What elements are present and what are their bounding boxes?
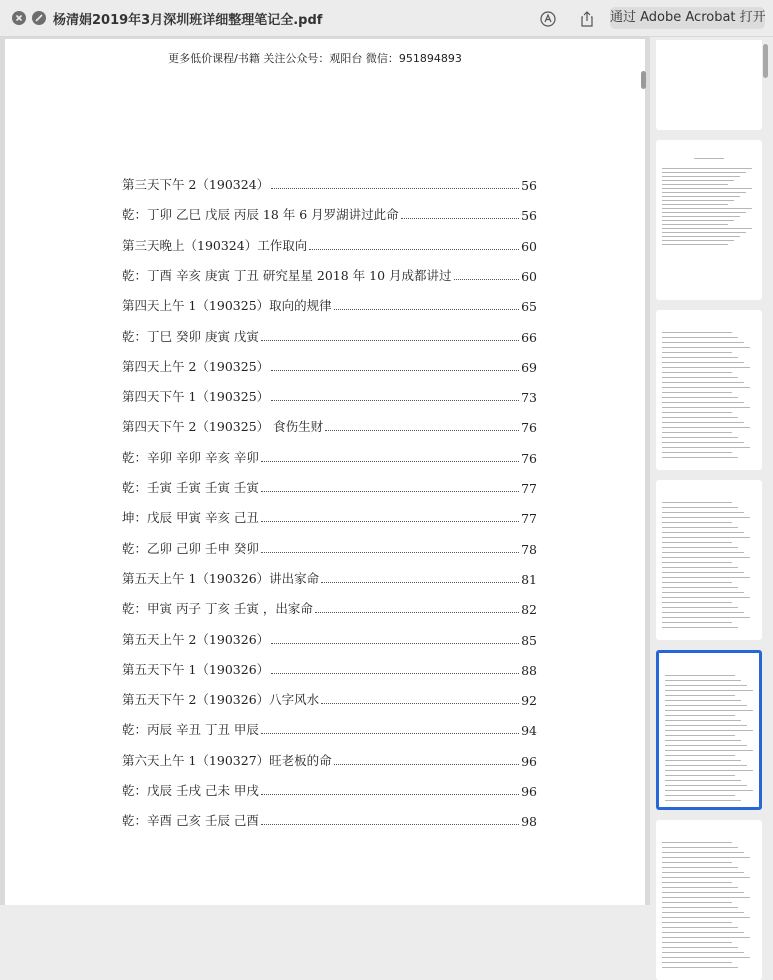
thumbnail-text-line bbox=[662, 196, 740, 197]
thumbnail-text-line bbox=[665, 800, 741, 801]
thumbnail-text-line bbox=[662, 244, 728, 245]
thumbnail-text-line bbox=[665, 795, 735, 796]
toc-entry-title: 乾：辛卯 辛卯 辛亥 辛卯 bbox=[122, 449, 259, 465]
toc-entry-page-number: 60 bbox=[521, 238, 537, 254]
toc-entry-page-number: 98 bbox=[521, 814, 537, 830]
thumbnail-text-line bbox=[662, 402, 744, 403]
thumbnail-text-line bbox=[665, 790, 753, 791]
thumbnail-text-line bbox=[662, 232, 746, 233]
thumbnail-text-line bbox=[662, 912, 744, 913]
thumbnail-text-line bbox=[665, 740, 741, 741]
thumbnail-text-line bbox=[662, 240, 734, 241]
toc-entry-title: 第四天下午 1（190325） bbox=[122, 389, 270, 405]
toc-entry-page-number: 96 bbox=[521, 753, 537, 769]
toc-entry-page-number: 66 bbox=[521, 329, 537, 345]
thumbnail-text-line bbox=[662, 502, 732, 503]
thumbnail-text-line bbox=[662, 852, 744, 853]
page-thumbnail[interactable] bbox=[656, 820, 762, 980]
toc-entry-title: 乾：丁巳 癸卯 庚寅 戊寅 bbox=[122, 328, 259, 344]
toc-entry[interactable] bbox=[122, 688, 537, 708]
thumbnail-text-line bbox=[662, 587, 738, 588]
toc-entry-page-number: 76 bbox=[521, 420, 537, 436]
toc-entry-title: 乾：甲寅 丙子 丁亥 壬寅 ，出家命 bbox=[122, 601, 313, 617]
thumbnail-text-line bbox=[665, 710, 753, 711]
thumbnail-text-line bbox=[662, 562, 732, 563]
toc-entry[interactable] bbox=[122, 718, 537, 738]
thumbnail-text-line bbox=[662, 392, 732, 393]
thumbnail-text-line bbox=[662, 347, 750, 348]
toc-entry-page-number: 65 bbox=[521, 299, 537, 315]
toc-leader-dots bbox=[261, 521, 519, 522]
toc-entry-page-number: 92 bbox=[521, 693, 537, 709]
thumbnail-text-line bbox=[665, 780, 741, 781]
thumbnail-text-line bbox=[662, 367, 750, 368]
toc-leader-dots bbox=[261, 491, 519, 492]
toc-leader-dots bbox=[261, 794, 519, 795]
thumbnail-text-line bbox=[665, 785, 747, 786]
toc-leader-dots bbox=[261, 461, 519, 462]
thumbnail-text-line bbox=[662, 892, 744, 893]
thumbnail-text-line bbox=[662, 176, 740, 177]
thumbnail-text-line bbox=[662, 857, 750, 858]
toc-leader-dots bbox=[315, 612, 519, 613]
minimize-icon[interactable] bbox=[32, 11, 46, 25]
thumbnail-text-line bbox=[662, 522, 732, 523]
thumbnail-text-line bbox=[665, 775, 735, 776]
toc-entry-title: 第四天上午 1（190325）取向的规律 bbox=[122, 298, 332, 314]
thumbnail-text-line bbox=[662, 542, 732, 543]
toc-entry-page-number: 85 bbox=[521, 632, 537, 648]
thumbnail-text-line bbox=[662, 387, 750, 388]
thumbnail-text-line bbox=[662, 412, 732, 413]
thumbnail-text-line bbox=[662, 942, 732, 943]
thumbnail-text-line bbox=[662, 527, 738, 528]
thumbnail-text-line bbox=[662, 917, 750, 918]
toc-entry[interactable] bbox=[122, 779, 537, 799]
share-icon[interactable] bbox=[577, 9, 597, 29]
toc-entry-title: 乾：乙卯 己卯 壬申 癸卯 bbox=[122, 540, 259, 556]
thumbnail-text-line bbox=[662, 532, 744, 533]
thumbnail-text-line bbox=[662, 947, 738, 948]
page-thumbnail[interactable] bbox=[656, 140, 762, 300]
thumbnail-text-line bbox=[662, 557, 750, 558]
toc-leader-dots bbox=[261, 340, 519, 341]
thumbnail-text-line bbox=[665, 730, 753, 731]
toc-leader-dots bbox=[271, 673, 519, 674]
toc-leader-dots bbox=[261, 824, 519, 825]
toc-entry-title: 第六天上午 1（190327）旺老板的命 bbox=[122, 752, 332, 768]
thumbnail-text-line bbox=[662, 332, 732, 333]
thumbnail-text-line bbox=[665, 725, 747, 726]
thumbnail-text-line bbox=[665, 770, 753, 771]
thumbnail-text-line bbox=[662, 567, 738, 568]
toc-entry[interactable] bbox=[122, 385, 537, 405]
toc-entry[interactable] bbox=[122, 809, 537, 829]
thumbnail-text-line bbox=[662, 417, 738, 418]
thumbnail-text-line bbox=[662, 582, 732, 583]
toc-entry[interactable] bbox=[122, 537, 537, 557]
toc-leader-dots bbox=[271, 400, 519, 401]
thumbnail-text-line bbox=[665, 755, 735, 756]
thumbnail-text-line bbox=[662, 872, 744, 873]
thumbnail-text-line bbox=[662, 192, 746, 193]
thumbnail-text-line bbox=[662, 937, 750, 938]
toc-entry-page-number: 88 bbox=[521, 662, 537, 678]
page-thumbnail[interactable] bbox=[656, 480, 762, 640]
toc-entry-page-number: 56 bbox=[521, 178, 537, 193]
toc-entry-page-number: 77 bbox=[521, 481, 537, 496]
sidebar-scrollbar[interactable] bbox=[763, 44, 768, 78]
thumbnail-text-line bbox=[662, 216, 740, 217]
toc-entry-page-number: 96 bbox=[521, 784, 537, 799]
thumbnail-text-line bbox=[662, 957, 750, 958]
toc-leader-dots bbox=[334, 309, 519, 310]
thumbnail-text-line bbox=[662, 552, 744, 553]
toc-entry-page-number: 73 bbox=[521, 390, 537, 406]
toc-entry-page-number: 69 bbox=[521, 359, 537, 375]
thumbnail-text-line bbox=[662, 362, 744, 363]
thumbnail-text-line bbox=[662, 172, 746, 173]
thumbnail-text-line bbox=[662, 952, 744, 953]
thumbnail-text-line bbox=[662, 572, 744, 573]
thumbnail-text-line bbox=[662, 224, 728, 225]
toc-entry[interactable] bbox=[122, 749, 537, 769]
thumbnail-text-line bbox=[662, 847, 738, 848]
toc-entry-title: 第五天上午 1（190326）讲出家命 bbox=[122, 570, 320, 586]
toc-leader-dots bbox=[261, 733, 519, 734]
thumbnail-text-line bbox=[662, 352, 732, 353]
toc-entry[interactable] bbox=[122, 234, 537, 254]
toc-entry-title: 第三天晚上（190324）工作取向 bbox=[122, 237, 308, 253]
thumbnail-text-line bbox=[665, 680, 741, 681]
thumbnail-text-line bbox=[662, 887, 738, 888]
thumbnail-text-line bbox=[665, 720, 741, 721]
thumbnail-text-line bbox=[662, 397, 738, 398]
toc-entry-page-number: 94 bbox=[521, 723, 537, 739]
toc-entry-title: 第五天下午 1（190326） bbox=[122, 661, 270, 677]
thumbnail-text-line bbox=[665, 690, 753, 691]
thumbnail-text-line bbox=[662, 457, 738, 458]
toc-entry-page-number: 76 bbox=[521, 450, 537, 466]
thumbnail-text-line bbox=[662, 422, 744, 423]
thumbnail-text-line bbox=[662, 437, 738, 438]
toc-entry-title: 乾：壬寅 壬寅 壬寅 壬寅 bbox=[122, 480, 259, 495]
thumbnail-text-line bbox=[662, 427, 750, 428]
thumbnail-text-line bbox=[662, 602, 732, 603]
toc-entry[interactable] bbox=[122, 658, 537, 678]
toc-entry-title: 第三天下午 2（190324） bbox=[122, 177, 270, 192]
thumbnail-text-line bbox=[662, 188, 752, 189]
toc-entry[interactable] bbox=[122, 264, 537, 284]
thumbnail-text-line bbox=[662, 342, 744, 343]
toc-leader-dots bbox=[321, 703, 519, 704]
toc-leader-dots bbox=[454, 279, 520, 280]
thumbnail-text-line bbox=[662, 377, 738, 378]
toc-entry-title: 乾：辛酉 己亥 壬辰 己酉 bbox=[122, 813, 259, 829]
thumbnail-text-line bbox=[662, 867, 738, 868]
thumbnail-text-line bbox=[662, 447, 750, 448]
thumbnail-text-line bbox=[665, 695, 735, 696]
toc-entry-title: 第五天下午 2（190326）八字风水 bbox=[122, 692, 320, 708]
title-bar bbox=[0, 0, 773, 37]
toc-entry-title: 乾：丙辰 辛丑 丁丑 甲辰 bbox=[122, 722, 259, 738]
thumbnail-text-line bbox=[662, 517, 750, 518]
thumbnail-text-line bbox=[662, 922, 732, 923]
markup-icon[interactable] bbox=[538, 9, 558, 29]
thumbnail-text-line bbox=[662, 932, 744, 933]
toc-entry[interactable] bbox=[122, 567, 537, 587]
window-title: 杨清娟2019年3月深圳班详细整理笔记全.pdf bbox=[53, 13, 323, 28]
toc-entry[interactable] bbox=[122, 173, 537, 193]
toc-entry[interactable] bbox=[122, 506, 537, 526]
thumbnail-text-line bbox=[662, 208, 752, 209]
toc-entry-title: 坤：戊辰 甲寅 辛亥 己丑 bbox=[122, 510, 259, 526]
pdf-page bbox=[5, 39, 645, 905]
thumbnail-text-line bbox=[662, 204, 728, 205]
thumbnail-text-line bbox=[662, 902, 732, 903]
thumbnail-text-line bbox=[662, 407, 750, 408]
toc-entry[interactable] bbox=[122, 628, 537, 648]
thumbnail-text-line bbox=[662, 337, 738, 338]
toc-entry-page-number: 82 bbox=[521, 602, 537, 618]
thumbnail-text-line bbox=[662, 967, 738, 968]
toc-entry-page-number: 60 bbox=[521, 268, 537, 284]
pdf-viewer[interactable] bbox=[0, 37, 650, 905]
toc-entry-title: 乾：戊辰 壬戌 己未 甲戌 bbox=[122, 783, 259, 798]
page-thumbnail[interactable] bbox=[656, 310, 762, 470]
toc-entry-page-number: 77 bbox=[521, 511, 537, 527]
toc-leader-dots bbox=[321, 582, 519, 583]
toc-entry-page-number: 56 bbox=[521, 208, 537, 224]
thumbnail-text-line bbox=[665, 750, 753, 751]
toc-leader-dots bbox=[401, 218, 519, 219]
page-thumbnail[interactable] bbox=[656, 40, 762, 130]
thumbnail-text-line bbox=[662, 877, 750, 878]
toc-entry-title: 乾：丁酉 辛亥 庚寅 丁丑 研究星星 2018 年 10 月成都讲过 bbox=[122, 267, 452, 283]
thumbnail-text-line bbox=[662, 842, 732, 843]
thumbnail-text-line bbox=[665, 705, 747, 706]
toc-entry-title: 第五天上午 2（190326） bbox=[122, 631, 270, 647]
toc-entry[interactable] bbox=[122, 355, 537, 375]
close-icon[interactable] bbox=[12, 11, 26, 25]
thumbnail-text-line bbox=[662, 607, 738, 608]
toc-leader-dots bbox=[309, 249, 519, 250]
open-with-acrobat-button[interactable]: 通过 Adobe Acrobat 打开 bbox=[610, 7, 765, 29]
toc-entry-title: 乾：丁卯 乙巳 戊辰 丙辰 18 年 6 月罗湖讲过此命 bbox=[122, 207, 399, 223]
thumbnail-text-line bbox=[662, 220, 734, 221]
thumbnail-text-line bbox=[662, 228, 752, 229]
thumbnail-text-line bbox=[665, 685, 747, 686]
thumbnail-text-line bbox=[662, 452, 732, 453]
thumbnail-text-line bbox=[665, 760, 741, 761]
thumbnail-text-line bbox=[662, 212, 746, 213]
thumbnail-text-line bbox=[662, 547, 738, 548]
thumbnail-text-line bbox=[662, 897, 750, 898]
scrollbar[interactable] bbox=[641, 71, 646, 89]
page-thumbnail[interactable] bbox=[656, 650, 762, 810]
page-header: 更多低价课程/书籍 关注公众号：观阳台 微信：951894893 bbox=[168, 52, 462, 65]
thumbnail-text-line bbox=[662, 382, 744, 383]
toc-leader-dots bbox=[325, 430, 519, 431]
thumbnail-text-line bbox=[662, 962, 732, 963]
thumbnail-text-line bbox=[665, 700, 741, 701]
thumbnail-text-line bbox=[662, 882, 732, 883]
thumbnail-text-line bbox=[662, 592, 744, 593]
thumbnail-text-line bbox=[662, 577, 750, 578]
thumbnail-text-line bbox=[665, 675, 735, 676]
toc-entry[interactable] bbox=[122, 203, 537, 223]
toc-leader-dots bbox=[271, 370, 519, 371]
toc-leader-dots bbox=[334, 764, 519, 765]
thumbnail-text-line bbox=[665, 765, 747, 766]
thumbnail-text-line bbox=[662, 512, 744, 513]
thumbnail-text-line bbox=[662, 862, 732, 863]
toc-entry[interactable] bbox=[122, 415, 537, 435]
thumbnail-text-line bbox=[662, 184, 728, 185]
thumbnail-text-line bbox=[662, 357, 738, 358]
thumbnail-text-line bbox=[662, 612, 744, 613]
toc-leader-dots bbox=[271, 643, 519, 644]
toc-entry[interactable] bbox=[122, 476, 537, 496]
thumbnail-text-line bbox=[662, 200, 734, 201]
toc-entry[interactable] bbox=[122, 446, 537, 466]
toc-entry[interactable] bbox=[122, 294, 537, 314]
toc-entry[interactable] bbox=[122, 597, 537, 617]
thumbnail-text-line bbox=[665, 735, 735, 736]
toc-entry-title: 第四天下午 2（190325） 食伤生财 bbox=[122, 419, 324, 435]
thumbnail-text-line bbox=[662, 617, 750, 618]
thumbnail-text-line bbox=[662, 432, 732, 433]
thumbnail-text-line bbox=[662, 597, 750, 598]
thumbnail-text-line bbox=[662, 507, 738, 508]
toc-leader-dots bbox=[261, 552, 519, 553]
toc-entry-page-number: 81 bbox=[521, 571, 537, 587]
thumbnail-text-line bbox=[662, 168, 752, 169]
thumbnail-text-line bbox=[665, 715, 735, 716]
toc-entry-title: 第四天上午 2（190325） bbox=[122, 358, 270, 374]
toc-entry-page-number: 78 bbox=[521, 541, 537, 557]
thumbnail-text-line bbox=[662, 927, 738, 928]
toc-leader-dots bbox=[271, 188, 519, 189]
thumbnail-text-line bbox=[662, 236, 740, 237]
thumbnail-text-line bbox=[662, 537, 750, 538]
thumbnail-text-line bbox=[662, 907, 738, 908]
thumbnail-text-line bbox=[662, 180, 734, 181]
thumbnail-text-line bbox=[662, 622, 732, 623]
thumbnail-text-line bbox=[665, 745, 747, 746]
thumbnail-text-line bbox=[662, 372, 732, 373]
thumbnail-text-line bbox=[662, 627, 738, 628]
thumbnail-text-line bbox=[694, 158, 724, 159]
thumbnail-text-line bbox=[662, 442, 744, 443]
toc-entry[interactable] bbox=[122, 325, 537, 345]
